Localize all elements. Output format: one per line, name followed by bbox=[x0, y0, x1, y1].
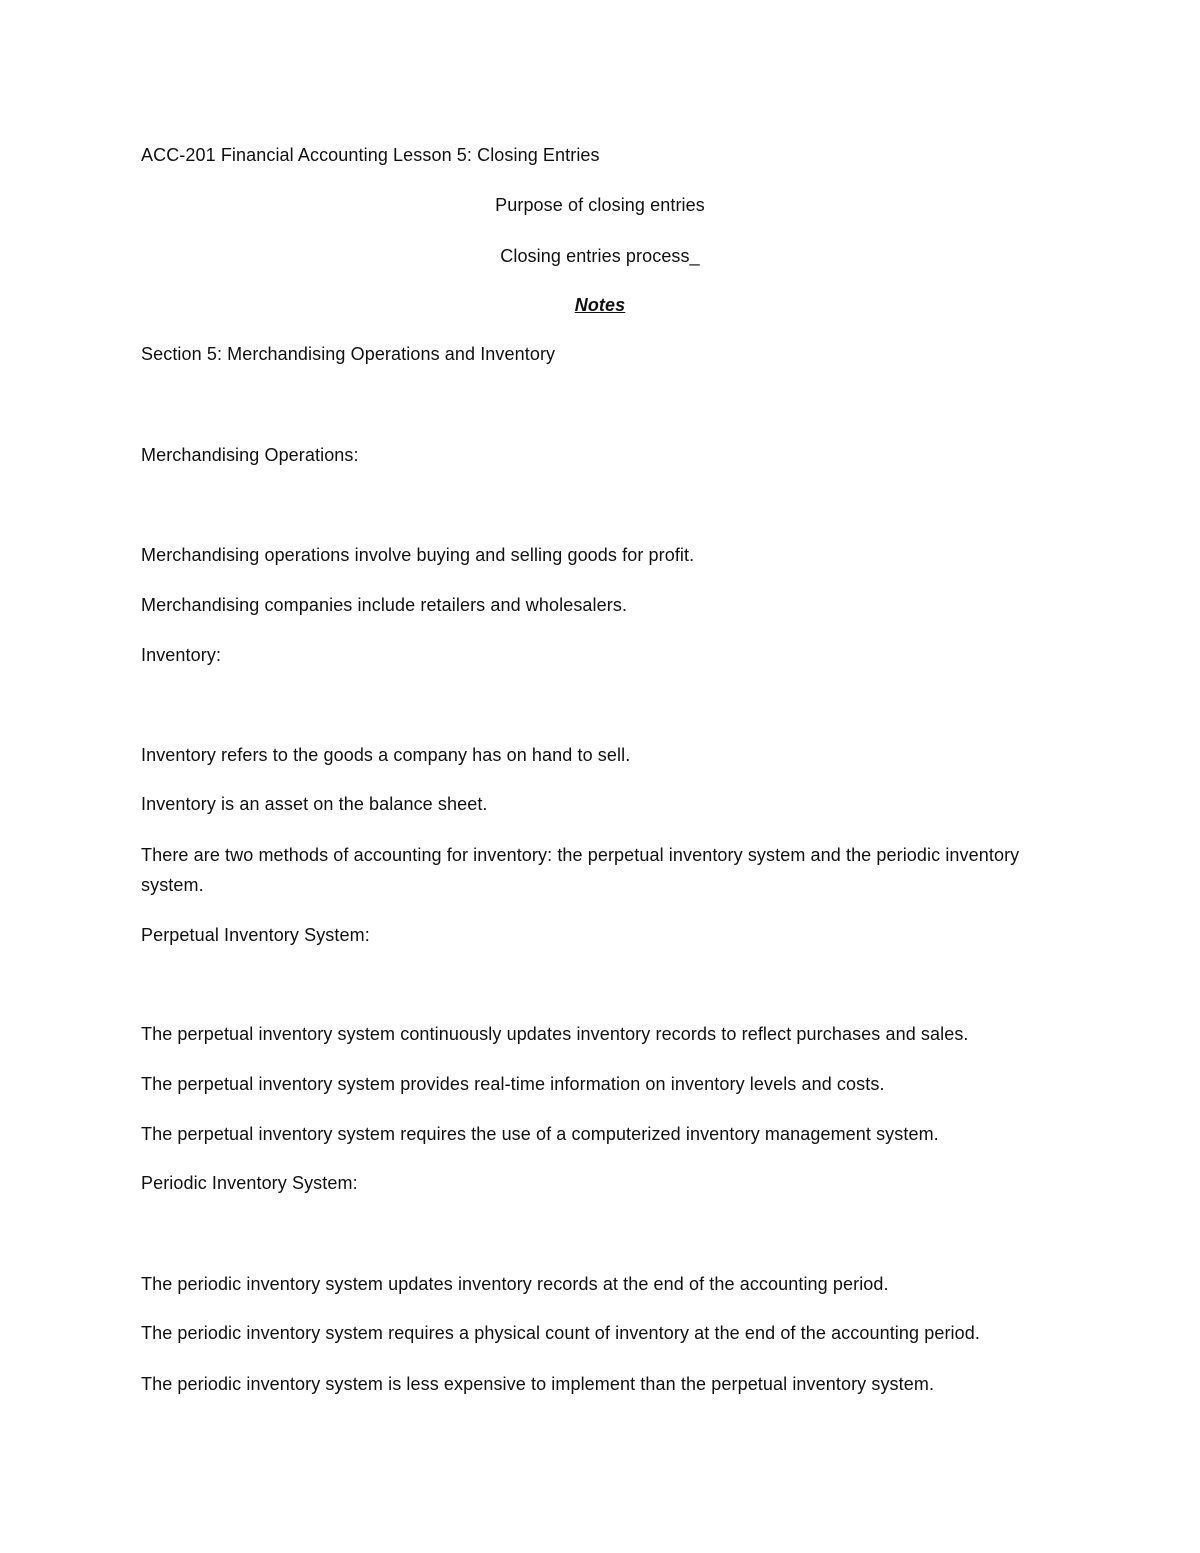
section-heading: Section 5: Merchandising Operations and Inventory bbox=[141, 344, 556, 364]
subtitle-purpose: Purpose of closing entries bbox=[495, 195, 705, 215]
periodic-line-2: The periodic inventory system requires a physical count of inventory at the end of the accounting period. bbox=[141, 1323, 980, 1343]
perpetual-line-2: The perpetual inventory system provides real-time information on inventory levels and costs. bbox=[141, 1074, 885, 1094]
inventory-line-2: Inventory is an asset on the balance sheet. bbox=[141, 794, 488, 814]
perpetual-line-1: The perpetual inventory system continuously updates inventory records to reflect purchases and sales. bbox=[141, 1024, 969, 1044]
perpetual-heading: Perpetual Inventory System: bbox=[141, 925, 370, 945]
inventory-line-1: Inventory refers to the goods a company has on hand to sell. bbox=[141, 745, 631, 765]
inventory-heading: Inventory: bbox=[141, 645, 222, 665]
merchandising-heading: Merchandising Operations: bbox=[141, 445, 359, 465]
periodic-line-1: The periodic inventory system updates inventory records at the end of the accounting period. bbox=[141, 1274, 889, 1294]
perpetual-line-3: The perpetual inventory system requires the use of a computerized inventory management system. bbox=[141, 1124, 939, 1144]
merchandising-line-2: Merchandising companies include retailers and wholesalers. bbox=[141, 595, 628, 615]
notes-label: Notes bbox=[574, 295, 626, 315]
document-title: ACC-201 Financial Accounting Lesson 5: Closing Entries bbox=[141, 145, 600, 165]
merchandising-line-1: Merchandising operations involve buying and selling goods for profit. bbox=[141, 545, 695, 565]
inventory-line-3: There are two methods of accounting for inventory: the perpetual inventory system and the periodic inventory system. bbox=[141, 845, 1020, 895]
periodic-heading: Periodic Inventory System: bbox=[141, 1173, 358, 1193]
periodic-line-3: The periodic inventory system is less expensive to implement than the perpetual inventory system. bbox=[141, 1374, 935, 1394]
subtitle-process: Closing entries process_ bbox=[500, 246, 700, 266]
